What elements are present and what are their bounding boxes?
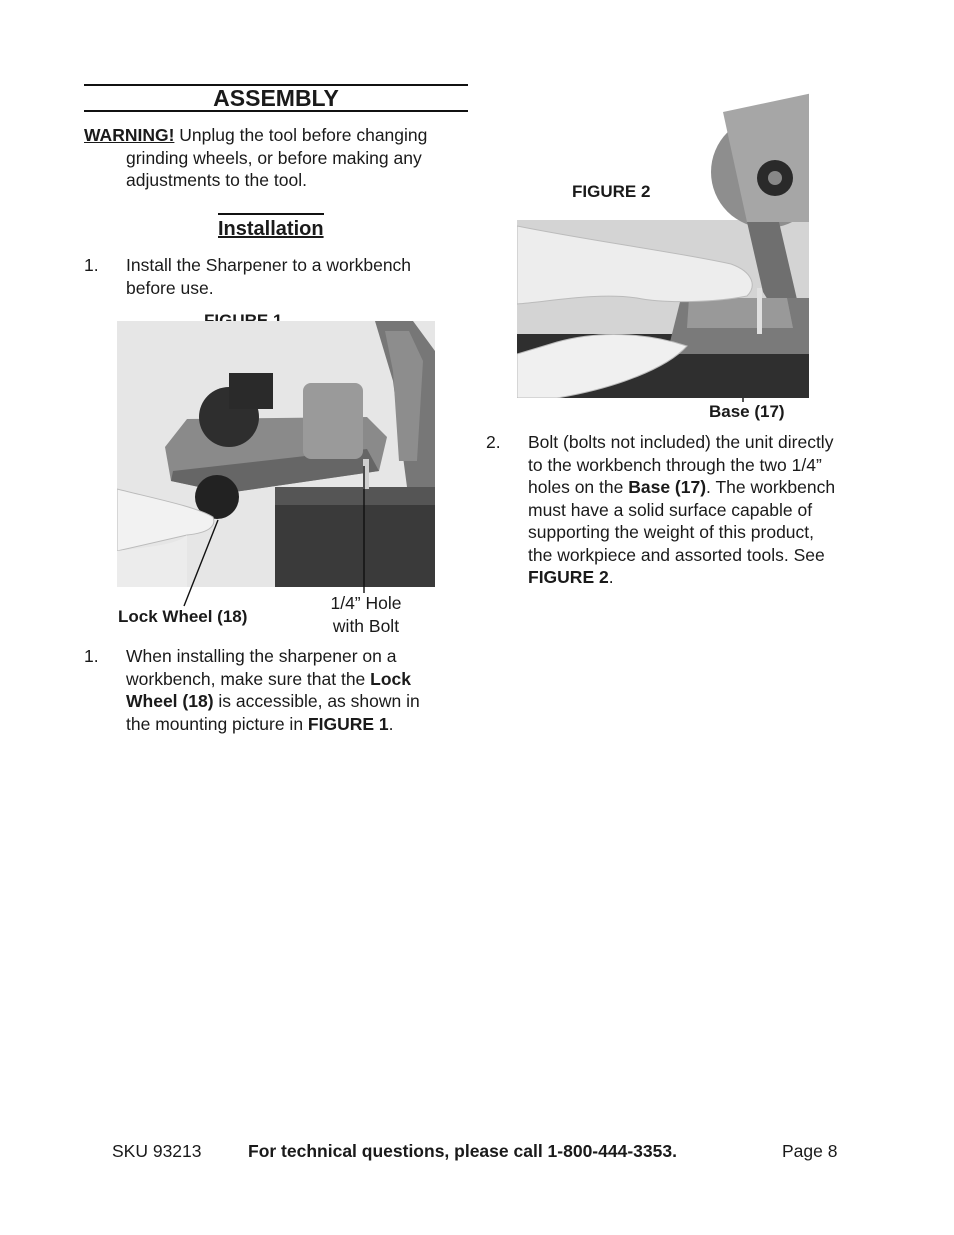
step-1b-line-2: workbench, make sure that the [126, 668, 371, 689]
base-callout: Base (17) [709, 402, 785, 421]
step-1b-line-4: the mounting picture in [126, 713, 308, 734]
warning-line-3: adjustments to the tool. [126, 170, 307, 190]
step-1b-line-3: is accessible, as shown in [213, 691, 420, 711]
step-2-number: 2. [486, 432, 501, 452]
warning-line-1: Unplug the tool before changing [174, 125, 428, 145]
lock-wheel-callout: Lock Wheel (18) [118, 607, 248, 626]
hole-callout [318, 592, 414, 637]
lock-reference: Lock [370, 668, 412, 689]
warning-line-2: grinding wheels, or before making any [126, 147, 422, 168]
hole-callout-line-1: 1/4” Hole [330, 593, 402, 613]
footer-sku: SKU 93213 [112, 1141, 202, 1161]
figure-2-reference: FIGURE 2 [528, 567, 609, 587]
step-1b-period: . [388, 713, 394, 734]
step-2-line-4: must have a solid surface capable of [528, 499, 813, 520]
figure-2-photo [517, 92, 809, 398]
step-1b-line-1: When installing the sharpener on a [126, 646, 397, 666]
step-1-number: 1. [84, 255, 99, 275]
step-2-period: . [608, 567, 614, 587]
footer-tech-support: For technical questions, please call 1-800-444-3353. [248, 1141, 677, 1161]
step-2-line-3: holes on the [528, 477, 629, 497]
step-2-line-2: to the workbench through the two 1/4” [528, 454, 822, 475]
figure-2-label: FIGURE 2 [572, 182, 651, 201]
step-1b-number: 1. [84, 646, 99, 666]
base-reference: Base (17) [628, 477, 707, 497]
step-2 [486, 431, 866, 589]
sharpener-bolting-illustration [517, 92, 809, 398]
step-1b [84, 645, 464, 735]
footer-page-number: Page 8 [782, 1141, 838, 1161]
hole-callout-line-2: with Bolt [332, 615, 400, 636]
step-2-line-3-end: . The workbench [706, 477, 836, 497]
wheel-reference: Wheel (18) [126, 691, 214, 711]
warning-label: WARNING! [84, 125, 175, 145]
step-1-line-2: before use. [126, 277, 214, 298]
step-2-line-1: Bolt (bolts not included) the unit directly [528, 432, 834, 452]
installation-heading: Installation [218, 213, 324, 241]
step-2-line-5: supporting the weight of this product, [528, 522, 815, 542]
step-2-line-6: the workpiece and assorted tools. See [528, 544, 825, 565]
figure-1-reference: FIGURE 1 [307, 713, 389, 734]
section-title: ASSEMBLY [84, 84, 468, 112]
step-1-line-1: Install the Sharpener to a workbench [126, 255, 412, 275]
